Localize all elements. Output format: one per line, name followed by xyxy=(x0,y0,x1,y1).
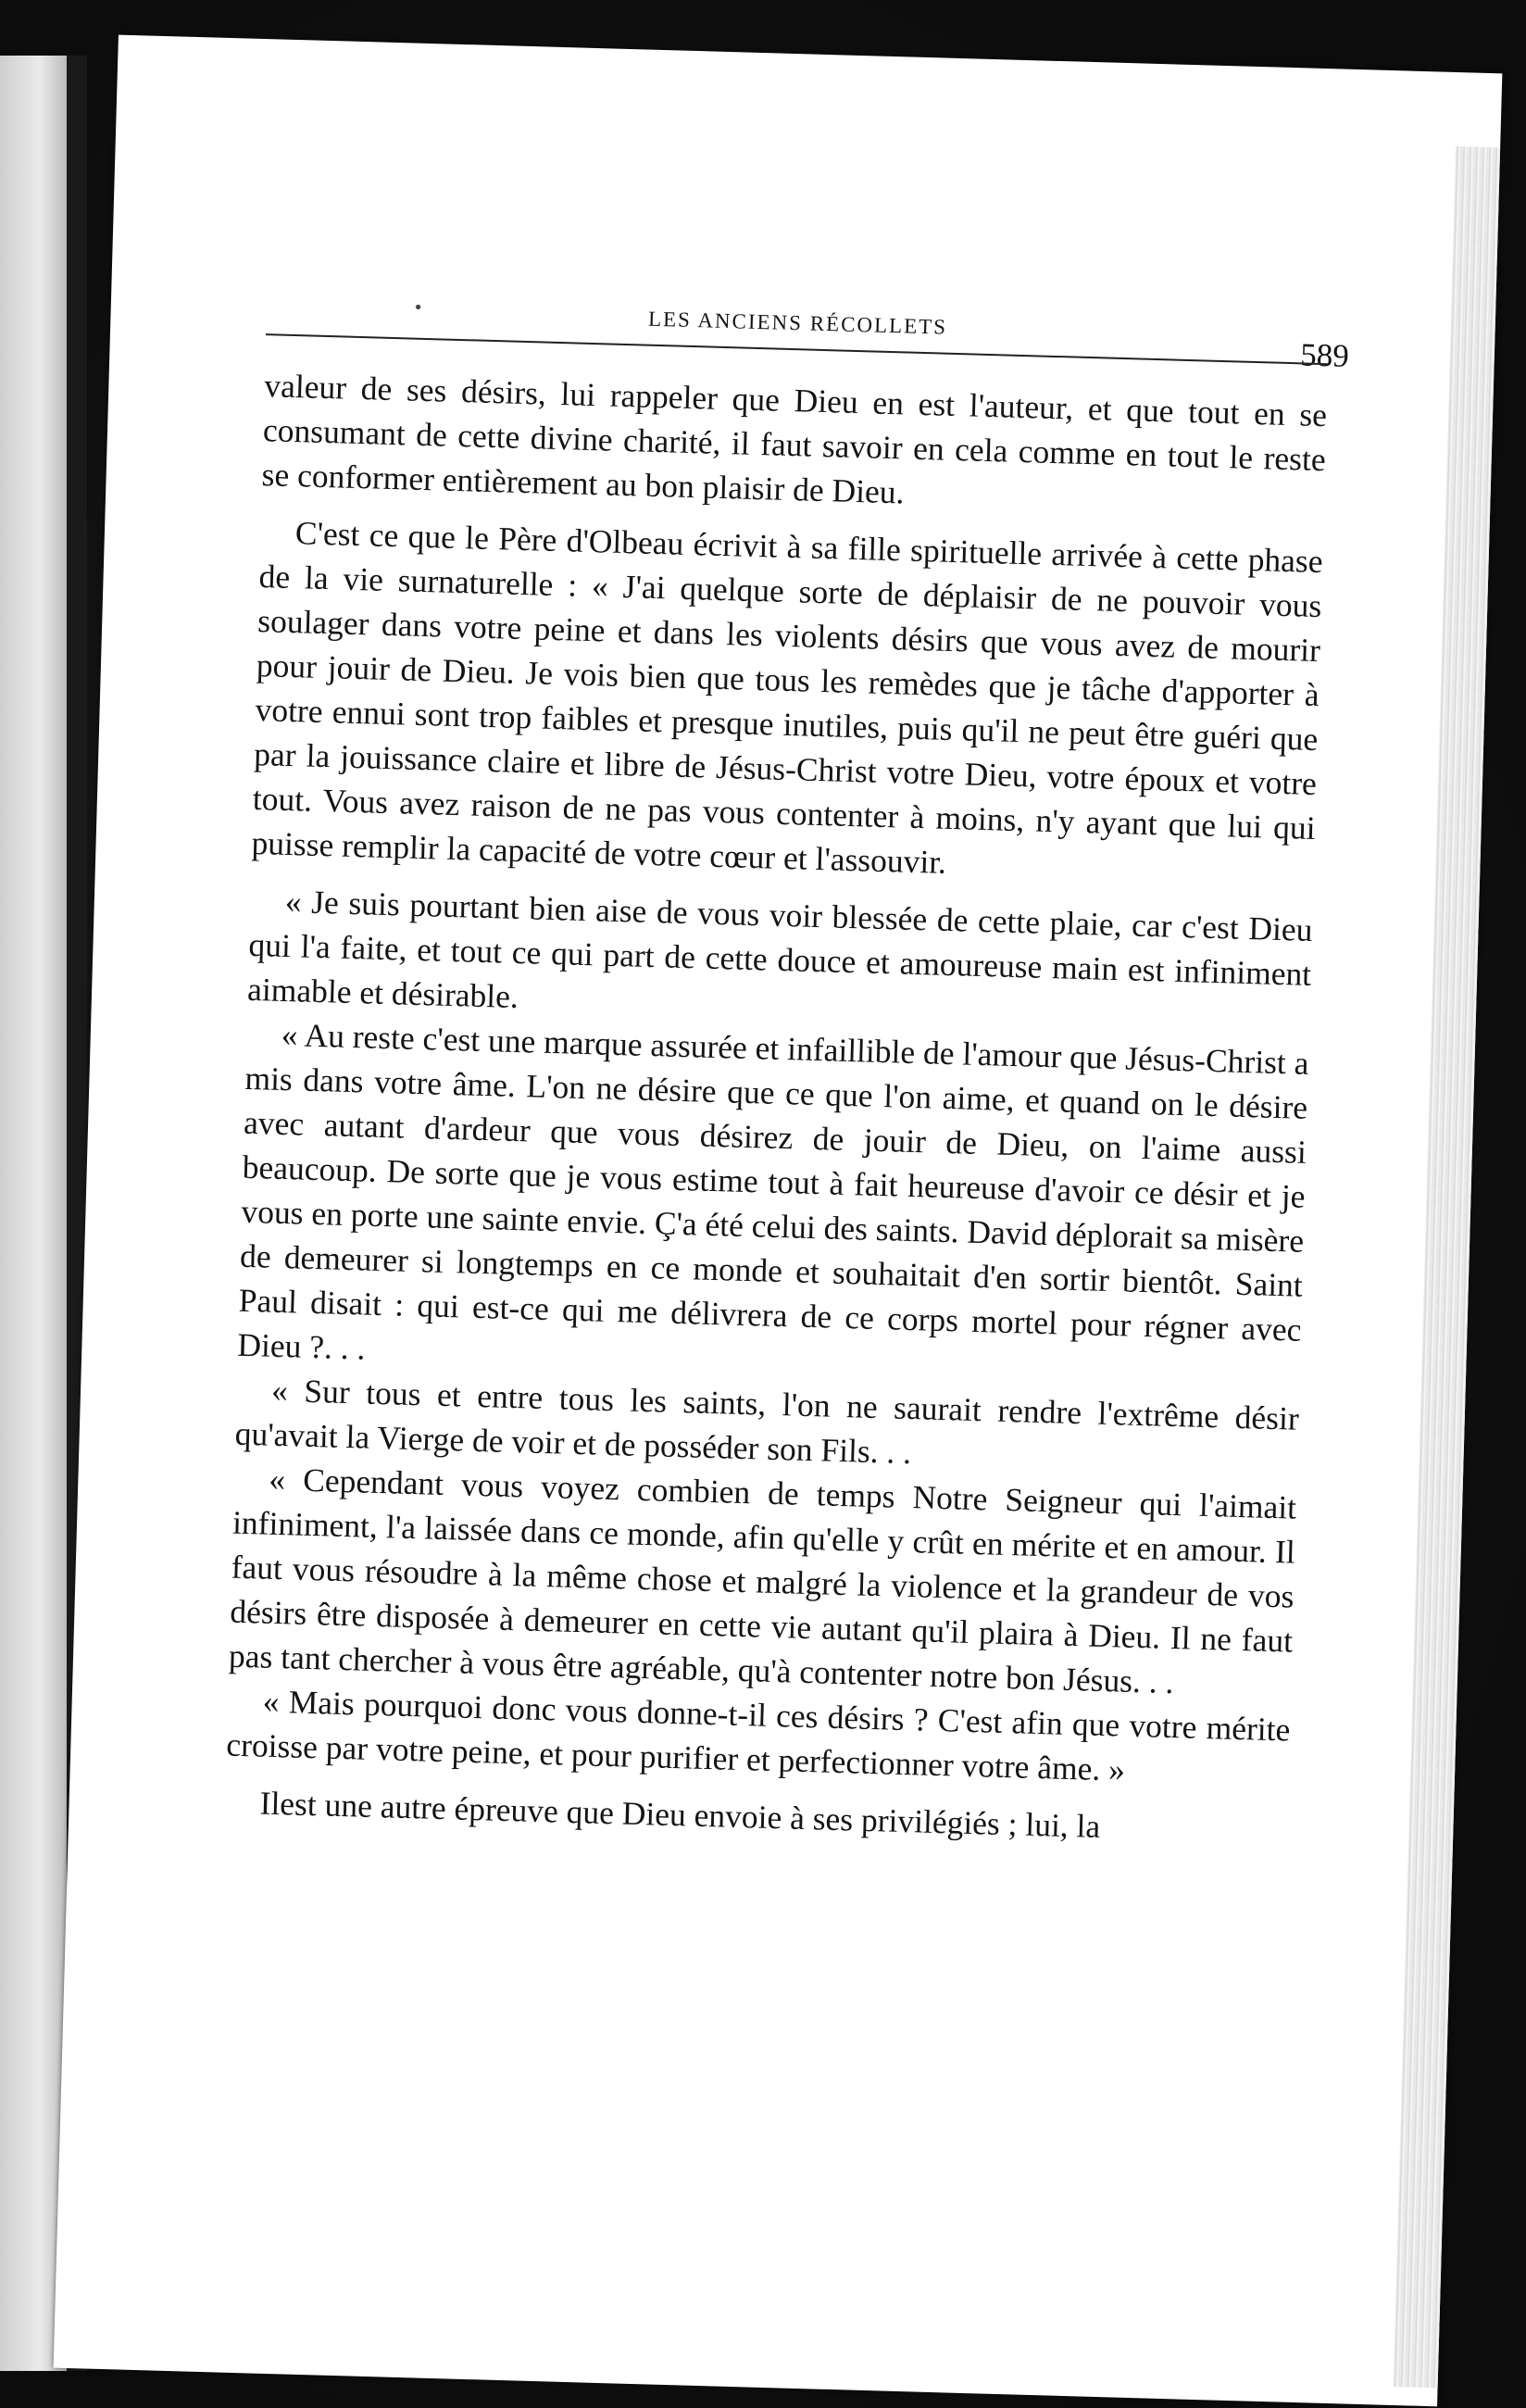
paragraph: « Sur tous et entre tous les saints, l'on ne saurait rendre l'extrême désir qu'avait la Vierge de voir et de posséder son Fils. . . xyxy=(234,1371,1300,1472)
paragraph: « Au reste c'est une marque assurée et infaillible de l'amour que Jésus-Christ a mis dans votre âme. L'on ne désire que ce que l'on aime, et quand on le désire avec autant d'ardeur que vous désirez de jouir de Dieu, on l'aime aussi beaucoup. De sorte que je vous estime tout à fait heureuse d'avoir ce désir et je vous en porte une sainte envie. Ç'a été celui des saints. David déplorait sa misère de demeurer si longtemps en ce monde et souhaitait d'en sortir bientôt. Saint Paul disait : qui est-ce qui me délivrera de ce corps mortel pour régner avec Dieu ?. . . xyxy=(236,1015,1310,1367)
running-head-mark: • xyxy=(414,295,422,319)
paragraph: Ilest une autre épreuve que Dieu envoie à ses privilégiés ; lui, la xyxy=(259,1784,1101,1845)
page-content xyxy=(224,287,1350,1853)
running-title: LES ANCIENS RÉCOLLETS xyxy=(647,307,948,339)
page-number: 589 xyxy=(1299,336,1350,374)
running-head xyxy=(266,287,1350,374)
page-stack-edge xyxy=(1394,146,1501,2388)
body-text xyxy=(224,363,1328,1853)
paragraph: « Mais pourquoi donc vous donne-t-il ces désirs ? C'est afin que votre mérite croisse par votre peine, et pour purifier et perfectionner votre âme. » xyxy=(225,1682,1291,1788)
paragraph: « Je suis pourtant bien aise de vous voir blessée de cette plaie, car c'est Dieu qui l'a faite, et tout ce qui part de cette douce et amoureuse main est infiniment aimable et désirable. xyxy=(246,882,1314,1016)
book-page xyxy=(54,35,1503,2407)
paragraph: « Cependant vous voyez combien de temps Notre Seigneur qui l'aimait infiniment, l'a laissée dans ce monde, afin qu'elle y crût en mérite et en amour. Il faut vous résoudre à la même chose et malgré la violence et la grandeur de vos désirs être disposée à demeurer en cette vie autant qu'il plaira à Dieu. Il ne faut pas tant chercher à vous être agréable, qu'à contenter notre bon Jésus. . . xyxy=(228,1460,1297,1701)
paragraph: C'est ce que le Père d'Olbeau écrivit à sa fille spirituelle arrivée à cette phase de la vie surnaturelle : « J'ai quelque sorte de déplaisir de ne pouvoir vous soulager dans votre peine et dans les violents désirs que vous avez de mourir pour jouir de Dieu. Je vois bien que tous les remèdes que je tâche d'apporter à votre ennui sont trop faibles et presque inutiles, puis qu'il ne peut être guéri que par la jouissance claire et libre de Jésus-Christ votre Dieu, votre époux et votre tout. Vous avez raison de ne pas vous contenter à moins, n'y ayant que lui qui puisse remplir la capacité de votre cœur et l'assouvir. xyxy=(251,514,1324,881)
previous-page-edge xyxy=(0,56,67,2371)
paragraph: valeur de ses désirs, lui rappeler que Dieu en est l'auteur, et que tout en se consumant de cette divine charité, il faut savoir en cela comme en tout le reste se conformer entièrement au bon plaisir de Dieu. xyxy=(261,367,1328,511)
